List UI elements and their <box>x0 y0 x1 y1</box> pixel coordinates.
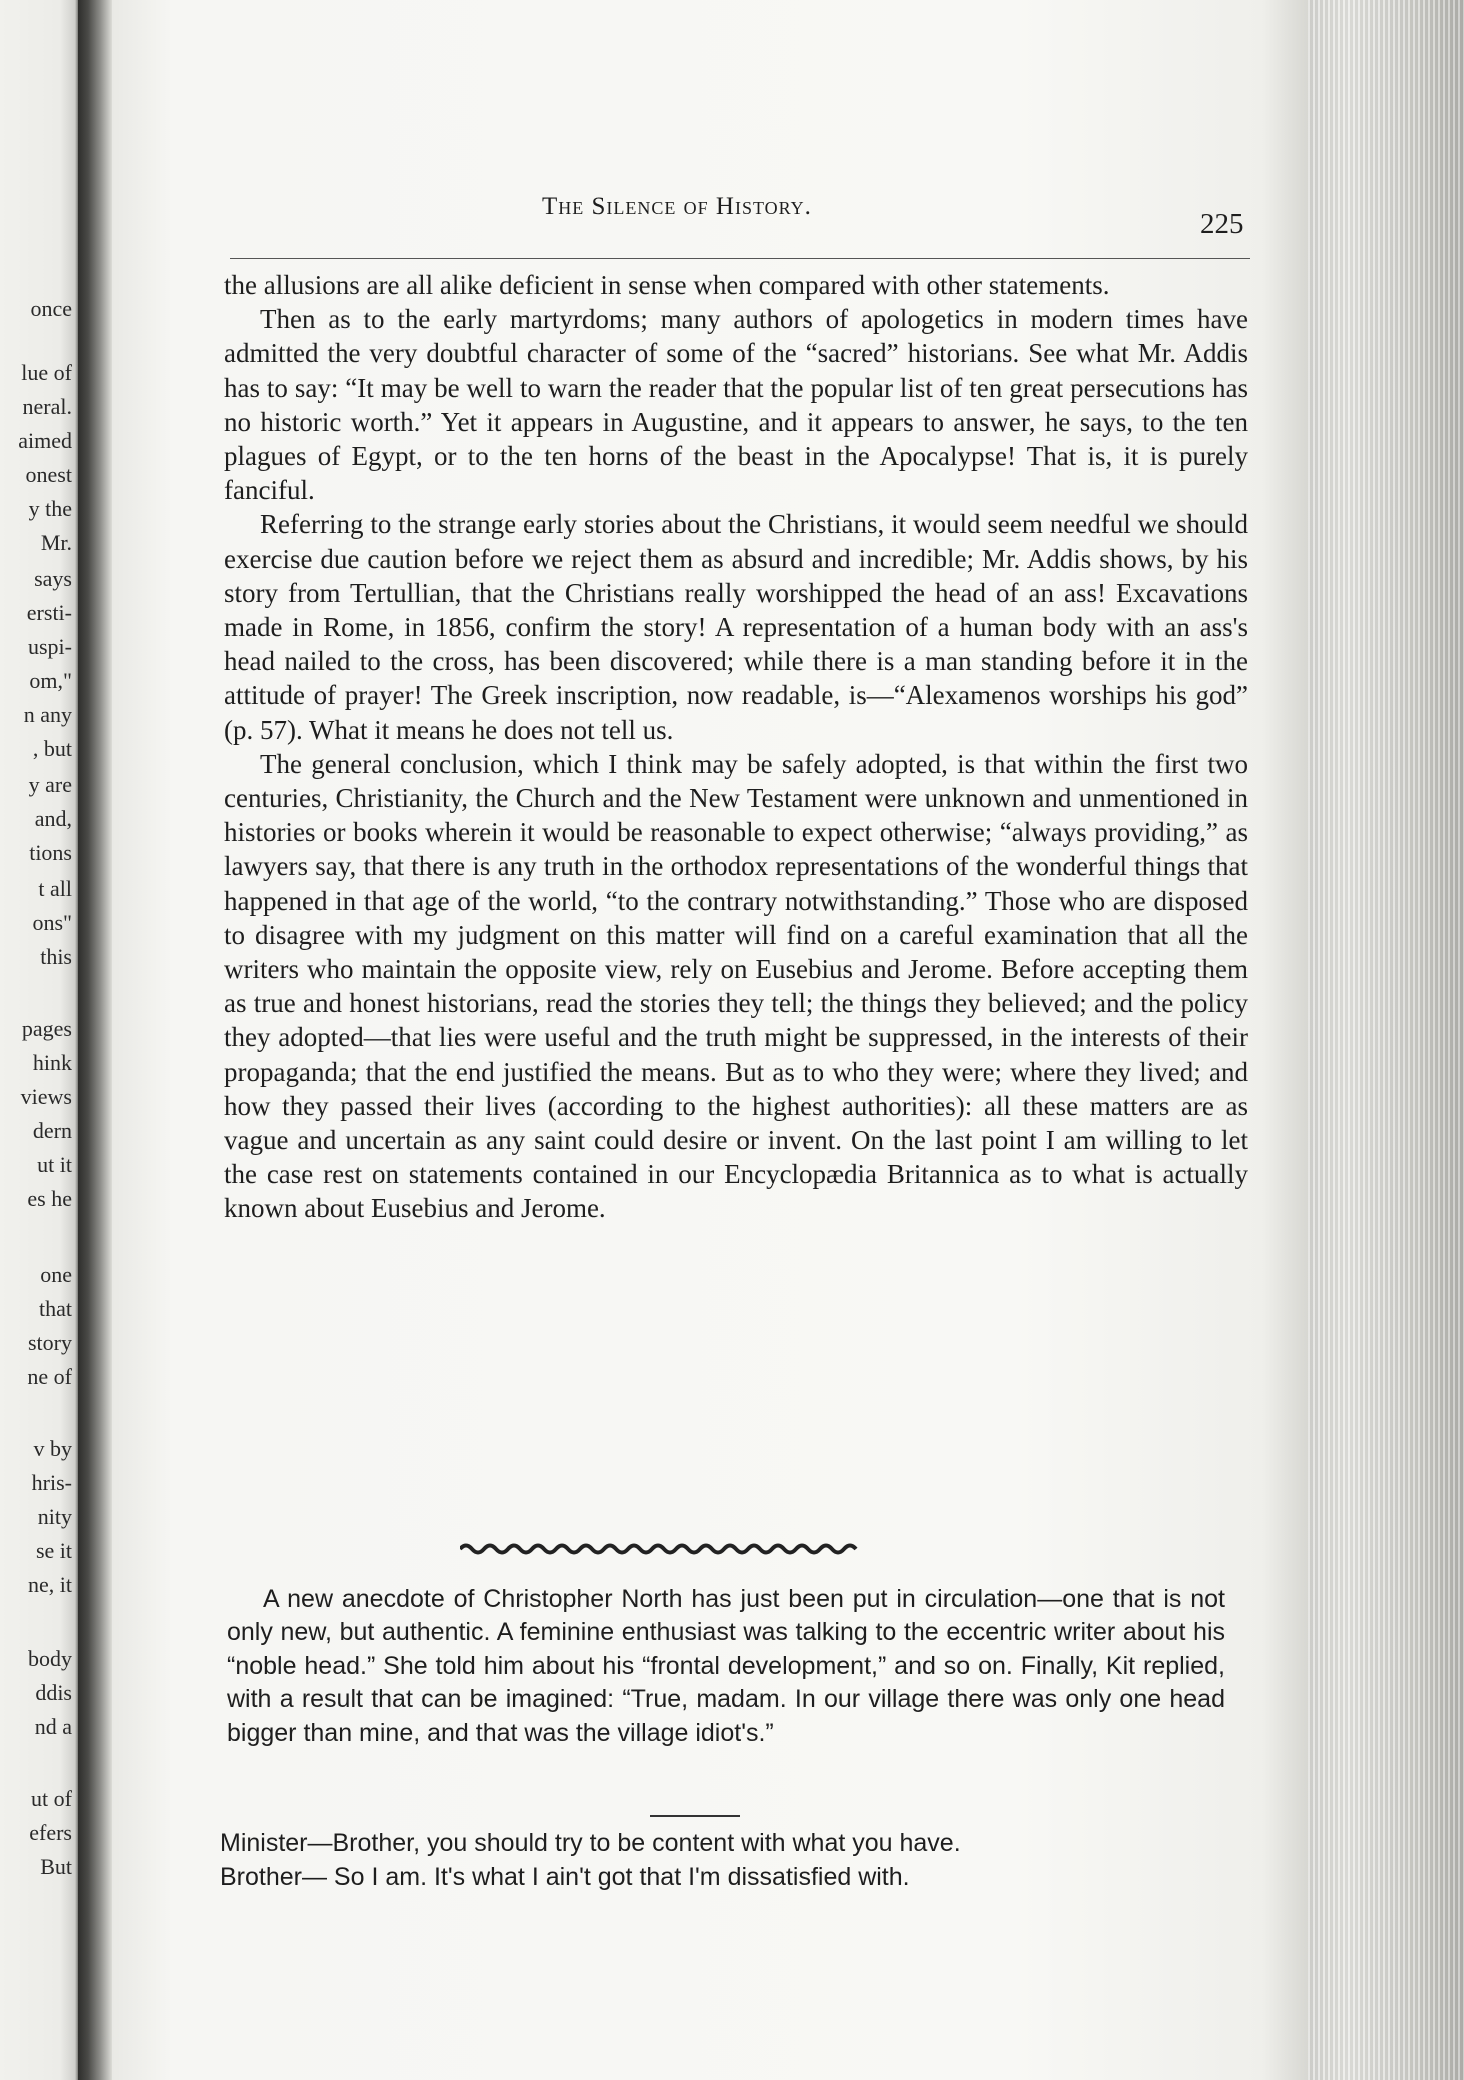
wavy-divider <box>460 1540 860 1558</box>
margin-fragment: ne, it <box>28 1572 72 1597</box>
margin-fragment: views <box>20 1084 72 1109</box>
margin-fragment: ersti- <box>26 600 72 625</box>
page-edges <box>1308 0 1464 2080</box>
page-number: 225 <box>1200 208 1244 240</box>
margin-fragment: hris- <box>31 1470 72 1495</box>
margin-fragment: uspi- <box>28 634 72 659</box>
margin-fragment: y the <box>28 496 72 521</box>
margin-fragment: neral. <box>22 394 72 419</box>
running-head: The Silence of History. <box>542 193 812 220</box>
margin-fragment: nity <box>37 1504 72 1529</box>
header-rule <box>230 258 1250 259</box>
margin-fragment: one <box>40 1262 72 1287</box>
margin-fragment: Mr. <box>40 530 72 555</box>
dialogue-block <box>220 1826 1230 1894</box>
margin-fragment: t all <box>38 876 72 901</box>
margin-fragment: body <box>28 1646 72 1671</box>
paragraph: Referring to the strange early stories about the Christians, it would seem needful we should exercise due caution before we reject them as absurd and incredible; Mr. Addis shows, by his story from Tertullian, that the Christians really worshipped the head of an ass! Excavations made in Rome, in 1856, confirm the story! A representation of a human body with an ass's head nailed to the cross, has been discovered; while there is a man standing before it in the attitude of prayer! The Greek inscription, now readable, is—“Alexamenos worships his god” (p. 57). What it means he does not tell us. <box>224 509 1248 745</box>
dialogue-line-minister: Minister—Brother, you should try to be content with what you have. <box>220 1829 961 1857</box>
page-225 <box>112 0 1308 2080</box>
anecdote-text: A new anecdote of Christopher North has just been put in circulation—one that is not only new, but authentic. A feminine enthusiast was talking to the eccentric writer about his “noble head.” She told him about his “frontal development,” and so on. Finally, Kit replied, with a result that can be imagined: “True, madam. In our village there was only one head bigger than mine, and that was the village idiot's.” <box>227 1585 1225 1747</box>
margin-fragment: , but <box>32 736 72 761</box>
margin-fragment: ons" <box>32 910 72 935</box>
paragraph: the allusions are all alike deficient in sense when compared with other statements. <box>224 270 1110 300</box>
margin-fragment: es he <box>27 1186 72 1211</box>
anecdote-block <box>227 1583 1225 1750</box>
dialogue-line-brother: Brother— So I am. It's what I ain't got that I'm dissatisfied with. <box>220 1863 910 1891</box>
margin-fragment: se it <box>35 1538 72 1563</box>
margin-fragment: story <box>28 1330 72 1355</box>
margin-fragment: n any <box>23 702 72 727</box>
margin-fragment: v by <box>33 1436 72 1461</box>
margin-fragment: efers <box>29 1820 72 1845</box>
margin-fragment: ut of <box>31 1786 72 1811</box>
margin-fragment: once <box>30 296 72 321</box>
margin-fragment: om," <box>29 668 72 693</box>
paragraph: Then as to the early martyrdoms; many authors of apologetics in modern times have admitted the very doubtful character of some of the “sacred” historians. See what Mr. Addis has to say: “It may be well to warn the reader that the popular list of ten great persecutions has no historic worth.” Yet it appears in Augustine, and it appears to answer, he says, to the ten plagues of Egypt, or to the ten horns of the beast in the Apocalypse! That is, it is purely fanciful. <box>224 304 1248 506</box>
margin-fragment: nd a <box>34 1714 72 1739</box>
main-text <box>224 268 1248 1226</box>
book-gutter <box>78 0 112 2080</box>
margin-fragment: tions <box>29 840 72 865</box>
margin-fragment: that <box>39 1296 72 1321</box>
margin-fragment: aimed <box>18 428 72 453</box>
margin-fragment: y are <box>28 772 72 797</box>
margin-fragment: ne of <box>27 1364 72 1389</box>
margin-fragment: this <box>40 944 72 969</box>
margin-fragment: pages <box>21 1016 72 1041</box>
margin-fragment: onest <box>25 462 72 487</box>
margin-fragment: lue of <box>21 360 72 385</box>
margin-fragment: ddis <box>35 1680 72 1705</box>
margin-fragment: and, <box>34 806 72 831</box>
margin-fragment: But <box>40 1854 72 1879</box>
short-divider <box>650 1815 740 1817</box>
facing-page-left <box>0 0 78 2080</box>
margin-fragment: dern <box>32 1118 72 1143</box>
paragraph: The general conclusion, which I think may be safely adopted, is that within the first two centuries, Christianity, the Church and the New Testament were unknown and unmentioned in histories or books wherein it would be reasonable to expect otherwise; “always providing,” as lawyers say, that there is any truth in the orthodox representations of the wonderful things that happened in that age of the world, “to the contrary notwithstanding.” Those who are disposed to disagree with my judgment on this matter will find on a careful examination that all the writers who maintain the opposite view, rely on Eusebius and Jerome. Before accepting them as true and honest historians, read the stories they tell; the things they believed; and the policy they adopted—that lies were useful and the truth might be suppressed, in the interests of their propaganda; that the end justified the means. But as to who they were; where they lived; and how they passed their lives (according to the highest authorities): all these matters are as vague and uncertain as any saint could desire or invent. On the last point I am willing to let the case rest on statements contained in our Encyclopædia Britannica as to what is actually known about Eusebius and Jerome. <box>224 748 1248 1224</box>
margin-fragment: ut it <box>37 1152 72 1177</box>
margin-fragment: says <box>34 566 72 591</box>
margin-fragment: hink <box>32 1050 72 1075</box>
